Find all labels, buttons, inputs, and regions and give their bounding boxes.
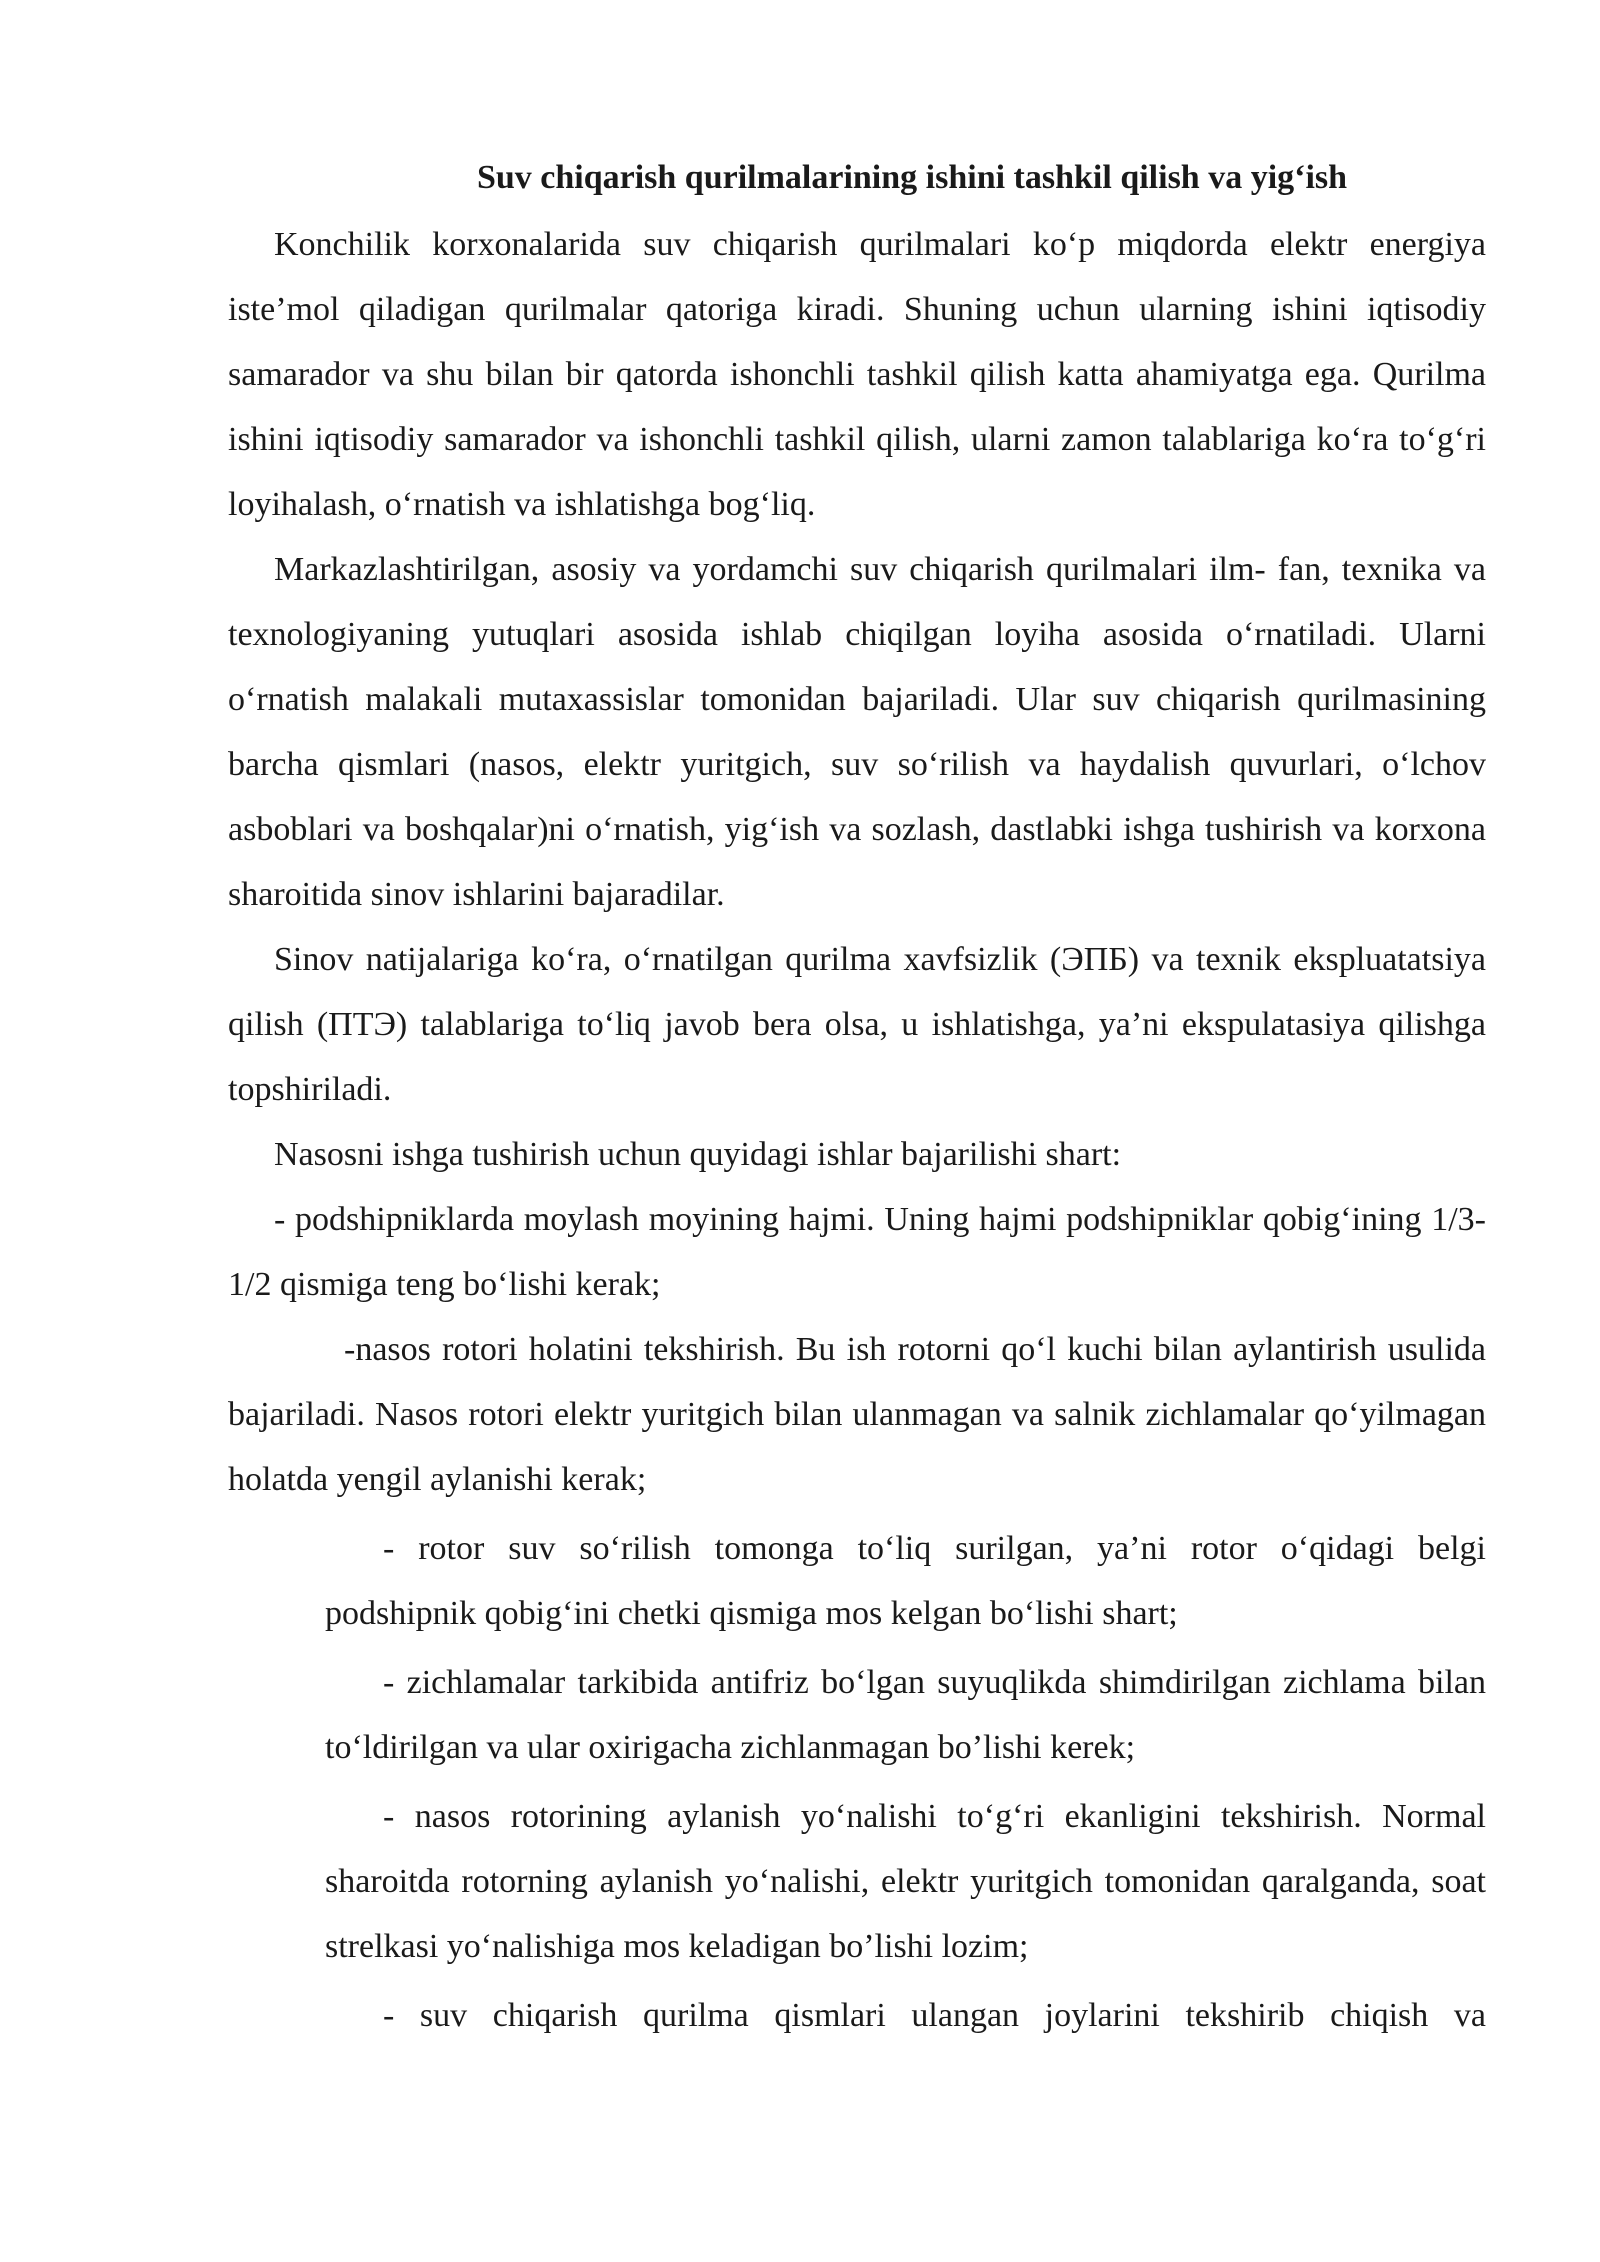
paragraph-startup-requirements: Nasosni ishga tushirish uchun quyidagi ishlar bajarilishi shart: [274, 1136, 1122, 1173]
paragraph-installation: Markazlashtirilgan, asosiy va yordamchi suv chiqarish qurilmalari ilm- fan, texnika va texnologiyaning yutuqlari asosida ishlab chiqilgan loyiha asosida o‘rnatiladi. Ularni o‘rnatish malakali mutaxassislar tomonidan bajariladi. Ular suv chiqarish qurilmasining barcha qismlari (nasos, elektr yuritgich, suv so‘rilish va haydalish quvurlari, o‘lchov asboblari va boshqalar)ni o‘rnatish, yig‘ish va sozlash, dastlabki ishga tushirish va korxona sharoitida sinov ishlarini bajaradilar. [228, 551, 1486, 913]
document-page [228, 148, 1486, 2048]
sub-item-joints-check: - suv chiqarish qurilma qismlari ulangan joylarini tekshirib chiqish va [383, 1997, 1486, 2034]
document-title: Suv chiqarish qurilmalarining ishini tashkil qilish va yig‘ish [476, 159, 1348, 196]
list-item-rotor-check: -nasos rotori holatini tekshirish. Bu ish rotorni qo‘l kuchi bilan aylantirish usulida bajariladi. Nasos rotori elektr yuritgich bilan ulanmagan va salnik zichlamalar qo‘yilmagan holatda yengil aylanishi kerak; [228, 1331, 1486, 1498]
sub-item-rotation-direction: - nasos rotorining aylanish yo‘nalishi to‘g‘ri ekanligini tekshirish. Normal sharoitda rotorning aylanish yo‘nalishi, elektr yuritgich tomonidan qaralganda, soat strelkasi yo‘nalishiga mos keladigan bo’lishi lozim; [325, 1798, 1486, 1965]
list-item-bearing-oil: - podshipniklarda moylash moyining hajmi. Uning hajmi podshipniklar qobig‘ining 1/3-1/2 qismiga teng bo‘lishi kerak; [228, 1201, 1486, 1303]
sub-item-rotor-shift: - rotor suv so‘rilish tomonga to‘liq surilgan, ya’ni rotor o‘qidagi belgi podshipnik qobig‘ini chetki qismiga mos kelgan bo‘lishi shart; [325, 1530, 1486, 1632]
sub-item-seals: - zichlamalar tarkibida antifriz bo‘lgan suyuqlikda shimdirilgan zichlama bilan to‘ldirilgan va ular oxirigacha zichlanmagan bo’lishi kerek; [325, 1664, 1486, 1766]
paragraph-testing: Sinov natijalariga ko‘ra, o‘rnatilgan qurilma xavfsizlik (ЭПБ) va texnik ekspluatatsiya qilish (ПТЭ) talablariga to‘liq javob bera olsa, u ishlatishga, ya’ni ekspulatasiya qilishga topshiriladi. [228, 941, 1486, 1108]
paragraph-intro: Konchilik korxonalarida suv chiqarish qurilmalari ko‘p miqdorda elektr energiya iste’mol qiladigan qurilmalar qatoriga kiradi. Shuning uchun ularning ishini iqtisodiy samarador va shu bilan bir qatorda ishonchli tashkil qilish katta ahamiyatga ega. Qurilma ishini iqtisodiy samarador va ishonchli tashkil qilish, ularni zamon talablariga ko‘ra to‘g‘ri loyihalash, o‘rnatish va ishlatishga bog‘liq. [228, 226, 1486, 523]
